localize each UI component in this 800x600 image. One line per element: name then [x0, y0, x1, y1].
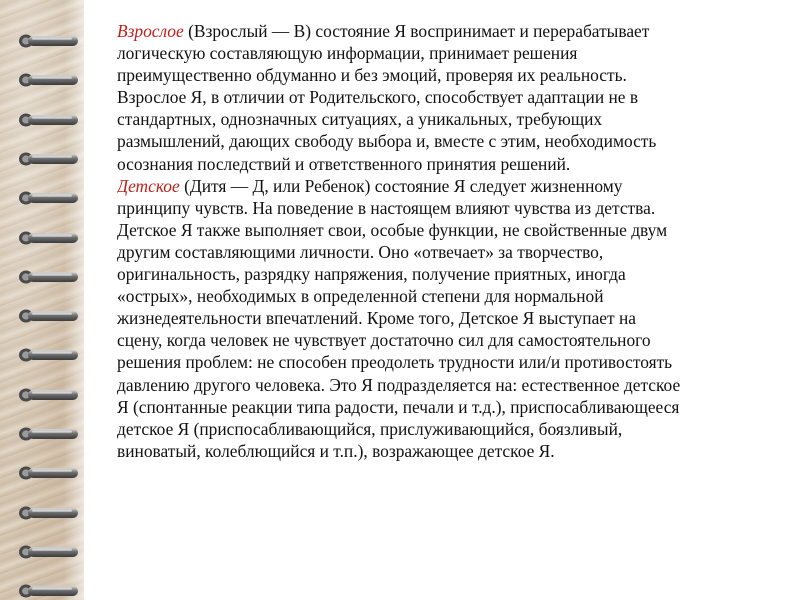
text-line: виноватый, колеблющийся и т.п.), возражающее детское Я. — [117, 440, 555, 461]
binder-ring-icon — [18, 426, 84, 442]
binder-ring-icon — [18, 465, 84, 481]
text-line: жизнедеятельности впечатлений. Кроме того, Детское Я выступает на — [117, 308, 636, 329]
binder-ring-icon — [18, 269, 84, 285]
spiral-binding — [0, 0, 100, 600]
text-line: принципу чувств. На поведение в настоящем влияют чувства из детства. — [117, 197, 656, 218]
binder-ring-icon — [18, 230, 84, 246]
text-line: логическую составляющую информации, принимает решения — [117, 43, 578, 64]
term-child: Детское — [117, 175, 180, 196]
slide-text — [117, 20, 800, 462]
text-line: Детское (Дитя — Д, или Ребенок) состояние Я следует жизненному — [117, 175, 623, 196]
binder-ring-icon — [18, 112, 84, 128]
paragraph-child — [117, 175, 800, 462]
text-line: решения проблем: не способен преодолеть трудности или/и противостоять — [117, 352, 673, 373]
text-line: Взрослое Я, в отличии от Родительского, способствует адаптации не в — [117, 87, 639, 108]
text-line: стандартных, однозначных ситуациях, а уникальных, требующих — [117, 109, 603, 130]
text-line: осознания последствий и ответственного принятия решений. — [117, 153, 571, 174]
text-line: преимущественно обдуманно и без эмоций, проверяя их реальность. — [117, 65, 627, 86]
text-line: Я (спонтанные реакции типа радости, печали и т.д.), приспосабливающееся — [117, 396, 680, 417]
binder-ring-icon — [18, 505, 84, 521]
binder-ring-icon — [18, 544, 84, 560]
binder-ring-icon — [18, 151, 84, 167]
text-line: Детское Я также выполняет свои, особые функции, не свойственные двум — [117, 219, 668, 240]
text-line: давлению другого человека. Это Я подразделяется на: естественное детское — [117, 374, 681, 395]
binder-ring-icon — [18, 190, 84, 206]
binder-ring-icon — [18, 308, 84, 324]
binder-ring-icon — [18, 347, 84, 363]
text-line: «острых», необходимых в определенной степени для нормальной — [117, 286, 604, 307]
binder-ring-icon — [18, 387, 84, 403]
text-line: детское Я (приспосабливающийся, прислуживающийся, боязливый, — [117, 418, 623, 439]
binder-ring-icon — [18, 583, 84, 599]
text-line: оригинальность, разрядку напряжения, получение приятных, иногда — [117, 264, 626, 285]
binder-ring-icon — [18, 33, 84, 49]
text-line: сцену, когда человек не чувствует достаточно сил для самостоятельного — [117, 330, 651, 351]
term-adult: Взрослое — [117, 21, 184, 41]
text-line: размышлений, дающих свободу выбора и, вместе с этим, необходимость — [117, 131, 657, 152]
paragraph-adult — [117, 20, 800, 175]
text-line: другим составляющими личности. Оно «отвечает» за творчество, — [117, 241, 604, 262]
binder-ring-icon — [18, 72, 84, 88]
text-line: Взрослое (Взрослый — В) состояние Я воспринимает и перерабатывает — [117, 21, 650, 41]
